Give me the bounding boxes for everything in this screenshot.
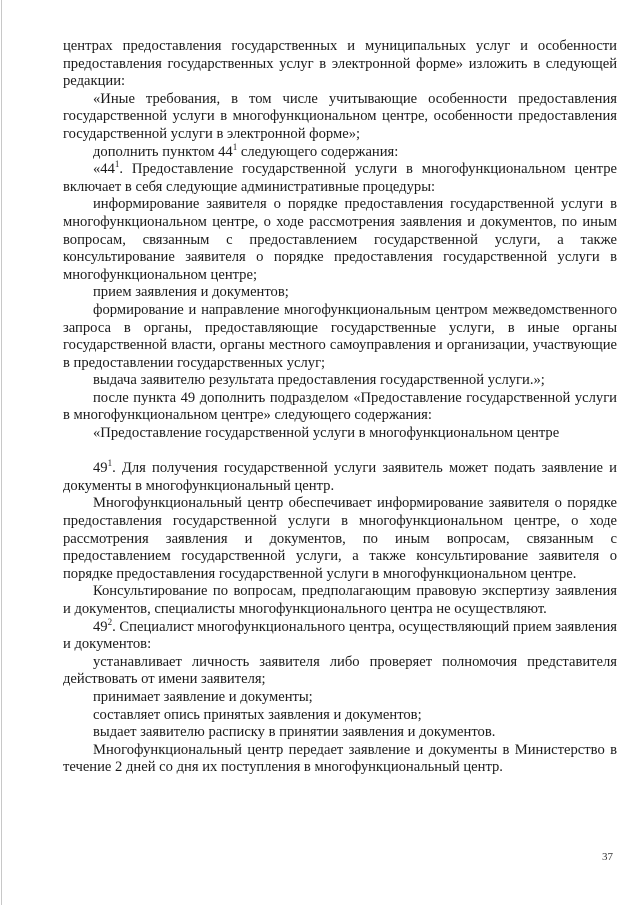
superscript-number: 1 [114,159,120,170]
paragraph-text-start: 49 [93,460,108,477]
paragraph [63,460,617,495]
paragraph-spacer [63,443,617,461]
superscript-number: 1 [232,141,238,152]
paragraph: выдача заявителю результата предоставления государственной услуги.»; [93,372,545,389]
superscript-number: 1 [107,458,113,469]
paragraph: «Предоставление государственной услуги в многофункциональном центре [93,425,560,442]
paragraph-text-end: следующего содержания: [237,143,399,160]
paragraph: «Иные требования, в том числе учитывающие особенности предоставления государственной услуги в многофункциональном центре, особенности предоставления государственной услуги в электронной форме»; [63,90,617,142]
paragraph [63,141,617,162]
paragraph: после пункта 49 дополнить подразделом «Предоставление государственной услуги в многофункциональном центре» следующего содержания: [63,389,617,424]
paragraph: принимает заявление и документы; [93,688,313,705]
paragraph: формирование и направление многофункциональным центром межведомственного запроса в органы, предоставляющие государственные услуги, в иные органы государственной власти, органы местного самоуправления и организации, участвующие в предоставлении государственных услуг; [63,301,617,371]
paragraph: составляет опись принятых заявления и документов; [93,706,422,723]
paragraph: Многофункциональный центр обеспечивает информирование заявителя о порядке предоставления государственной услуги в многофункциональном центре, о ходе рассмотрения заявления и документов, по иным вопросам, связанным с предоставлением государственной услуги, а также консультирование заявителя о порядке предоставления государственной услуги в многофункциональном центре. [63,495,617,582]
paragraph-text-end: . Специалист многофункционального центра, осуществляющий прием заявления и документов: [63,618,617,653]
paragraph-text-end: . Предоставление государственной услуги в многофункциональном центре включает в себя следующие административные процедуры: [63,161,617,195]
paragraph: центрах предоставления государственных и муниципальных услуг и особенности предоставления государственных услуг в электронной форме» изложить в следующей редакции: [63,38,617,90]
paragraph: Консультирование по вопросам, предполагающим правовую экспертизу заявления и документов, специалисты многофункционального центра не осуществляют. [63,583,617,617]
paragraph-text-start: 49 [93,618,108,635]
paragraph: устанавливает личность заявителя либо проверяет полномочия представителя действовать от имени заявителя; [63,653,617,688]
paragraph: Многофункциональный центр передает заявление и документы в Министерство в течение 2 дней со дня их поступления в многофункциональный центр. [63,741,617,776]
paragraph-text-start: «44 [93,161,115,178]
page-number: 37 [602,851,613,863]
superscript-number: 2 [107,616,113,627]
paragraph: выдает заявителю расписку в принятии заявления и документов. [93,724,496,741]
document-body [63,38,617,777]
paragraph-text-end: . Для получения государственной услуги заявитель может подать заявление и документы в многофункциональный центр. [63,460,617,494]
paragraph: информирование заявителя о порядке предоставления государственной услуги в многофункциональном центре, о ходе рассмотрения заявления и документов, по иным вопросам, связанным с предоставлением государственной услуги, а также консультирование заявителя о порядке предоставления государственной услуги в многофункциональном центре; [63,196,617,283]
paragraph-text-start: дополнить пунктом 44 [93,143,233,160]
paragraph: прием заявления и документов; [93,284,289,301]
paragraph [63,161,617,196]
paragraph [63,616,617,654]
scan-edge-line [1,0,2,905]
